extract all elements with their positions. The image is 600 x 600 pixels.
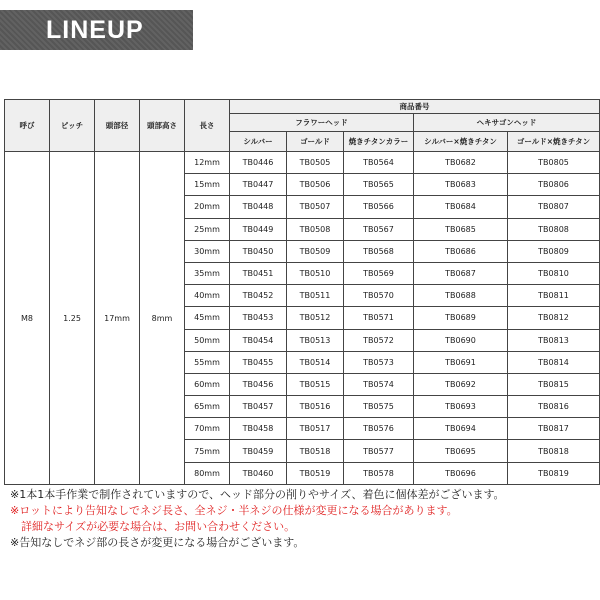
- cell-hex-silver: TB0684: [414, 196, 508, 218]
- cell-hex-silver: TB0693: [414, 396, 508, 418]
- cell-gold: TB0506: [287, 174, 344, 196]
- cell-length: 75mm: [185, 440, 230, 462]
- cell-length: 50mm: [185, 329, 230, 351]
- note-lot-change: ※ロットにより告知なしでネジ長さ、全ネジ・半ネジの仕様が変更になる場合があります。: [10, 504, 458, 517]
- cell-length: 40mm: [185, 285, 230, 307]
- note-handmade: ※1本1本手作業で制作されていますので、ヘッド部分の削りやサイズ、着色に個体差がございます。: [10, 488, 505, 501]
- cell-hex-gold: TB0816: [508, 396, 600, 418]
- cell-length: 70mm: [185, 418, 230, 440]
- cell-gold: TB0514: [287, 351, 344, 373]
- cell-hex-gold: TB0807: [508, 196, 600, 218]
- cell-silver: TB0447: [230, 174, 287, 196]
- cell-gold: TB0513: [287, 329, 344, 351]
- cell-hex-gold: TB0817: [508, 418, 600, 440]
- lineup-title-bar: [0, 10, 193, 50]
- cell-burnt: TB0575: [344, 396, 414, 418]
- cell-silver: TB0453: [230, 307, 287, 329]
- cell-burnt: TB0569: [344, 262, 414, 284]
- header-hexagon-head: ヘキサゴンヘッド: [414, 114, 600, 132]
- cell-hex-silver: TB0685: [414, 218, 508, 240]
- cell-gold: TB0518: [287, 440, 344, 462]
- cell-silver: TB0455: [230, 351, 287, 373]
- cell-gold: TB0519: [287, 462, 344, 484]
- cell-gold: TB0509: [287, 240, 344, 262]
- cell-silver: TB0450: [230, 240, 287, 262]
- cell-length: 35mm: [185, 262, 230, 284]
- cell-hex-silver: TB0695: [414, 440, 508, 462]
- cell-burnt: TB0578: [344, 462, 414, 484]
- cell-hex-gold: TB0815: [508, 373, 600, 395]
- cell-length: 12mm: [185, 152, 230, 174]
- note-thread-length: ※告知なしでネジ部の長さが変更になる場合がございます。: [10, 536, 305, 549]
- cell-burnt: TB0570: [344, 285, 414, 307]
- cell-gold: TB0507: [287, 196, 344, 218]
- cell-burnt: TB0576: [344, 418, 414, 440]
- cell-length: 15mm: [185, 174, 230, 196]
- cell-burnt: TB0572: [344, 329, 414, 351]
- header-head-height: 頭部高さ: [140, 100, 185, 152]
- cell-hex-gold: TB0814: [508, 351, 600, 373]
- cell-length: 65mm: [185, 396, 230, 418]
- notes: [10, 487, 595, 551]
- spec-pitch: 1.25: [50, 152, 95, 485]
- cell-hex-gold: TB0818: [508, 440, 600, 462]
- header-silver-burnt: シルバー×焼きチタン: [414, 132, 508, 152]
- spec-head-diameter: 17mm: [95, 152, 140, 485]
- cell-burnt: TB0566: [344, 196, 414, 218]
- cell-length: 55mm: [185, 351, 230, 373]
- cell-hex-silver: TB0683: [414, 174, 508, 196]
- cell-gold: TB0517: [287, 418, 344, 440]
- header-product-number: 商品番号: [230, 100, 600, 114]
- cell-length: 80mm: [185, 462, 230, 484]
- cell-hex-gold: TB0812: [508, 307, 600, 329]
- header-yobi: 呼び: [5, 100, 50, 152]
- page-title: LINEUP: [46, 16, 144, 44]
- cell-silver: TB0454: [230, 329, 287, 351]
- cell-burnt: TB0568: [344, 240, 414, 262]
- note-contact: 詳細なサイズが必要な場合は、お問い合わせください。: [10, 520, 296, 533]
- cell-hex-silver: TB0688: [414, 285, 508, 307]
- cell-hex-silver: TB0682: [414, 152, 508, 174]
- cell-gold: TB0505: [287, 152, 344, 174]
- cell-length: 45mm: [185, 307, 230, 329]
- cell-hex-silver: TB0694: [414, 418, 508, 440]
- cell-hex-silver: TB0686: [414, 240, 508, 262]
- cell-silver: TB0459: [230, 440, 287, 462]
- cell-length: 20mm: [185, 196, 230, 218]
- cell-hex-silver: TB0687: [414, 262, 508, 284]
- cell-gold: TB0508: [287, 218, 344, 240]
- header-head-diameter: 頭部径: [95, 100, 140, 152]
- cell-gold: TB0516: [287, 396, 344, 418]
- header-burnt-titanium: 焼きチタンカラー: [344, 132, 414, 152]
- cell-hex-gold: TB0805: [508, 152, 600, 174]
- header-flower-head: フラワーヘッド: [230, 114, 414, 132]
- cell-length: 25mm: [185, 218, 230, 240]
- cell-gold: TB0512: [287, 307, 344, 329]
- cell-gold: TB0515: [287, 373, 344, 395]
- cell-burnt: TB0574: [344, 373, 414, 395]
- cell-silver: TB0460: [230, 462, 287, 484]
- cell-burnt: TB0571: [344, 307, 414, 329]
- header-silver: シルバー: [230, 132, 287, 152]
- cell-burnt: TB0565: [344, 174, 414, 196]
- cell-silver: TB0457: [230, 396, 287, 418]
- cell-hex-gold: TB0809: [508, 240, 600, 262]
- cell-silver: TB0446: [230, 152, 287, 174]
- spec-head-height: 8mm: [140, 152, 185, 485]
- cell-silver: TB0456: [230, 373, 287, 395]
- cell-hex-silver: TB0692: [414, 373, 508, 395]
- header-pitch: ピッチ: [50, 100, 95, 152]
- spec-yobi: M8: [5, 152, 50, 485]
- header-gold: ゴールド: [287, 132, 344, 152]
- cell-hex-silver: TB0696: [414, 462, 508, 484]
- lineup-table: [4, 99, 600, 485]
- cell-hex-silver: TB0689: [414, 307, 508, 329]
- cell-silver: TB0451: [230, 262, 287, 284]
- cell-burnt: TB0564: [344, 152, 414, 174]
- cell-hex-gold: TB0810: [508, 262, 600, 284]
- cell-hex-silver: TB0691: [414, 351, 508, 373]
- cell-hex-gold: TB0813: [508, 329, 600, 351]
- table-row: [5, 152, 600, 174]
- cell-silver: TB0458: [230, 418, 287, 440]
- cell-burnt: TB0577: [344, 440, 414, 462]
- cell-burnt: TB0567: [344, 218, 414, 240]
- cell-hex-gold: TB0811: [508, 285, 600, 307]
- cell-burnt: TB0573: [344, 351, 414, 373]
- cell-hex-gold: TB0819: [508, 462, 600, 484]
- cell-gold: TB0510: [287, 262, 344, 284]
- header-gold-burnt: ゴールド×焼きチタン: [508, 132, 600, 152]
- cell-hex-silver: TB0690: [414, 329, 508, 351]
- cell-silver: TB0448: [230, 196, 287, 218]
- cell-hex-gold: TB0806: [508, 174, 600, 196]
- cell-length: 30mm: [185, 240, 230, 262]
- cell-length: 60mm: [185, 373, 230, 395]
- cell-gold: TB0511: [287, 285, 344, 307]
- header-length: 長さ: [185, 100, 230, 152]
- cell-silver: TB0449: [230, 218, 287, 240]
- cell-silver: TB0452: [230, 285, 287, 307]
- cell-hex-gold: TB0808: [508, 218, 600, 240]
